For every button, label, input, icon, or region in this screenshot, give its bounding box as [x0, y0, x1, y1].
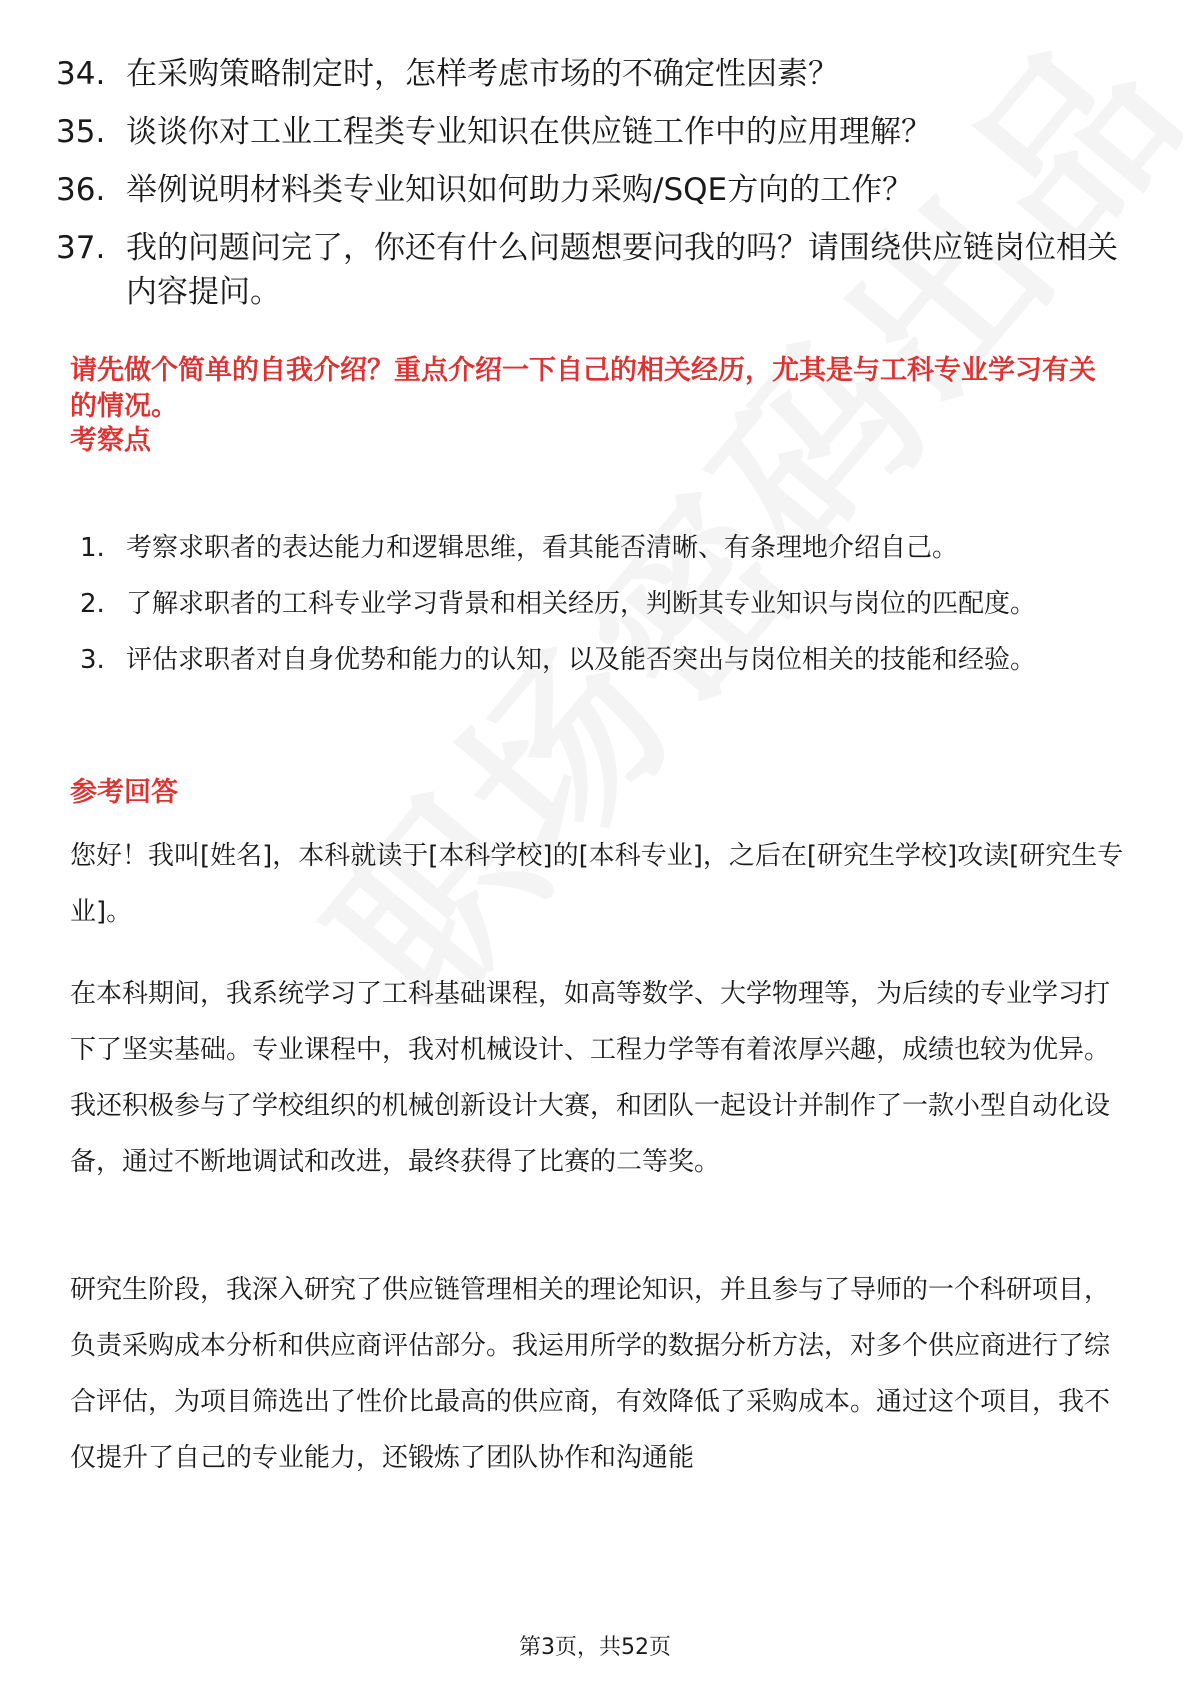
page-footer: 第3页，共52页: [519, 1635, 671, 1660]
answer-paragraph: 在本科期间，我系统学习了工科基础课程，如高等数学、大学物理等，为后续的专业学习打下了坚实基础。专业课程中，我对机械设计、工程力学等有着浓厚兴趣，成绩也较为优异。我还积极参与了学校组织的机械创新设计大赛，和团队一起设计并制作了一款小型自动化设备，通过不断地调试和改进，最终获得了比赛的二等奖。: [70, 979, 1111, 1177]
exam-point-item: [80, 520, 1090, 576]
question-text: 在采购策略制定时，怎样考虑市场的不确定性因素？: [126, 56, 839, 92]
exam-point-text: 了解求职者的工科专业学习背景和相关经历，判断其专业知识与岗位的匹配度。: [126, 589, 1037, 619]
question-item: [56, 168, 1136, 212]
question-number: 35.: [56, 114, 106, 150]
exam-point-text: 评估求职者对自身优势和能力的认知，以及能否突出与岗位相关的技能和经验。: [126, 645, 1037, 675]
answer-paragraph: 研究生阶段，我深入研究了供应链管理相关的理论知识，并且参与了导师的一个科研项目，负责采购成本分析和供应商评估部分。我运用所学的数据分析方法，对多个供应商进行了综合评估，为项目筛选出了性价比最高的供应商，有效降低了采购成本。通过这个项目，我不仅提升了自己的专业能力，还锻炼了团队协作和沟通能: [70, 1275, 1111, 1473]
question-number: 36.: [56, 172, 106, 208]
question-item: [56, 52, 1136, 96]
question-number: 34.: [56, 56, 106, 92]
exam-point-number: 2.: [80, 589, 105, 619]
question-text: 我的问题问完了，你还有什么问题想要问我的吗？请围绕供应链岗位相关内容提问。: [126, 230, 1118, 310]
exam-point-number: 3.: [80, 645, 105, 675]
exam-point-item: [80, 632, 1090, 688]
question-item: [56, 110, 1136, 154]
exam-point-text: 考察求职者的表达能力和逻辑思维，看其能否清晰、有条理地介绍自己。: [126, 533, 959, 563]
answer-paragraph: 您好！我叫[姓名]，本科就读于[本科学校]的[本科专业]，之后在[研究生学校]攻读[研究生专业]。: [70, 841, 1124, 927]
question-text: 举例说明材料类专业知识如何助力采购/SQE方向的工作？: [126, 172, 914, 208]
question-item: [56, 226, 1136, 314]
exam-points-title: 考察点: [70, 425, 151, 456]
question-number: 37.: [56, 230, 106, 266]
reference-answer-title: 参考回答: [70, 777, 178, 808]
exam-point-number: 1.: [80, 533, 105, 563]
question-list: [56, 52, 1136, 328]
main-question: 请先做个简单的自我介绍？重点介绍一下自己的相关经历，尤其是与工科专业学习有关的情况。: [70, 355, 1096, 422]
exam-point-item: [80, 576, 1090, 632]
exam-points-list: [80, 520, 1090, 688]
question-text: 谈谈你对工业工程类专业知识在供应链工作中的应用理解？: [126, 114, 932, 150]
